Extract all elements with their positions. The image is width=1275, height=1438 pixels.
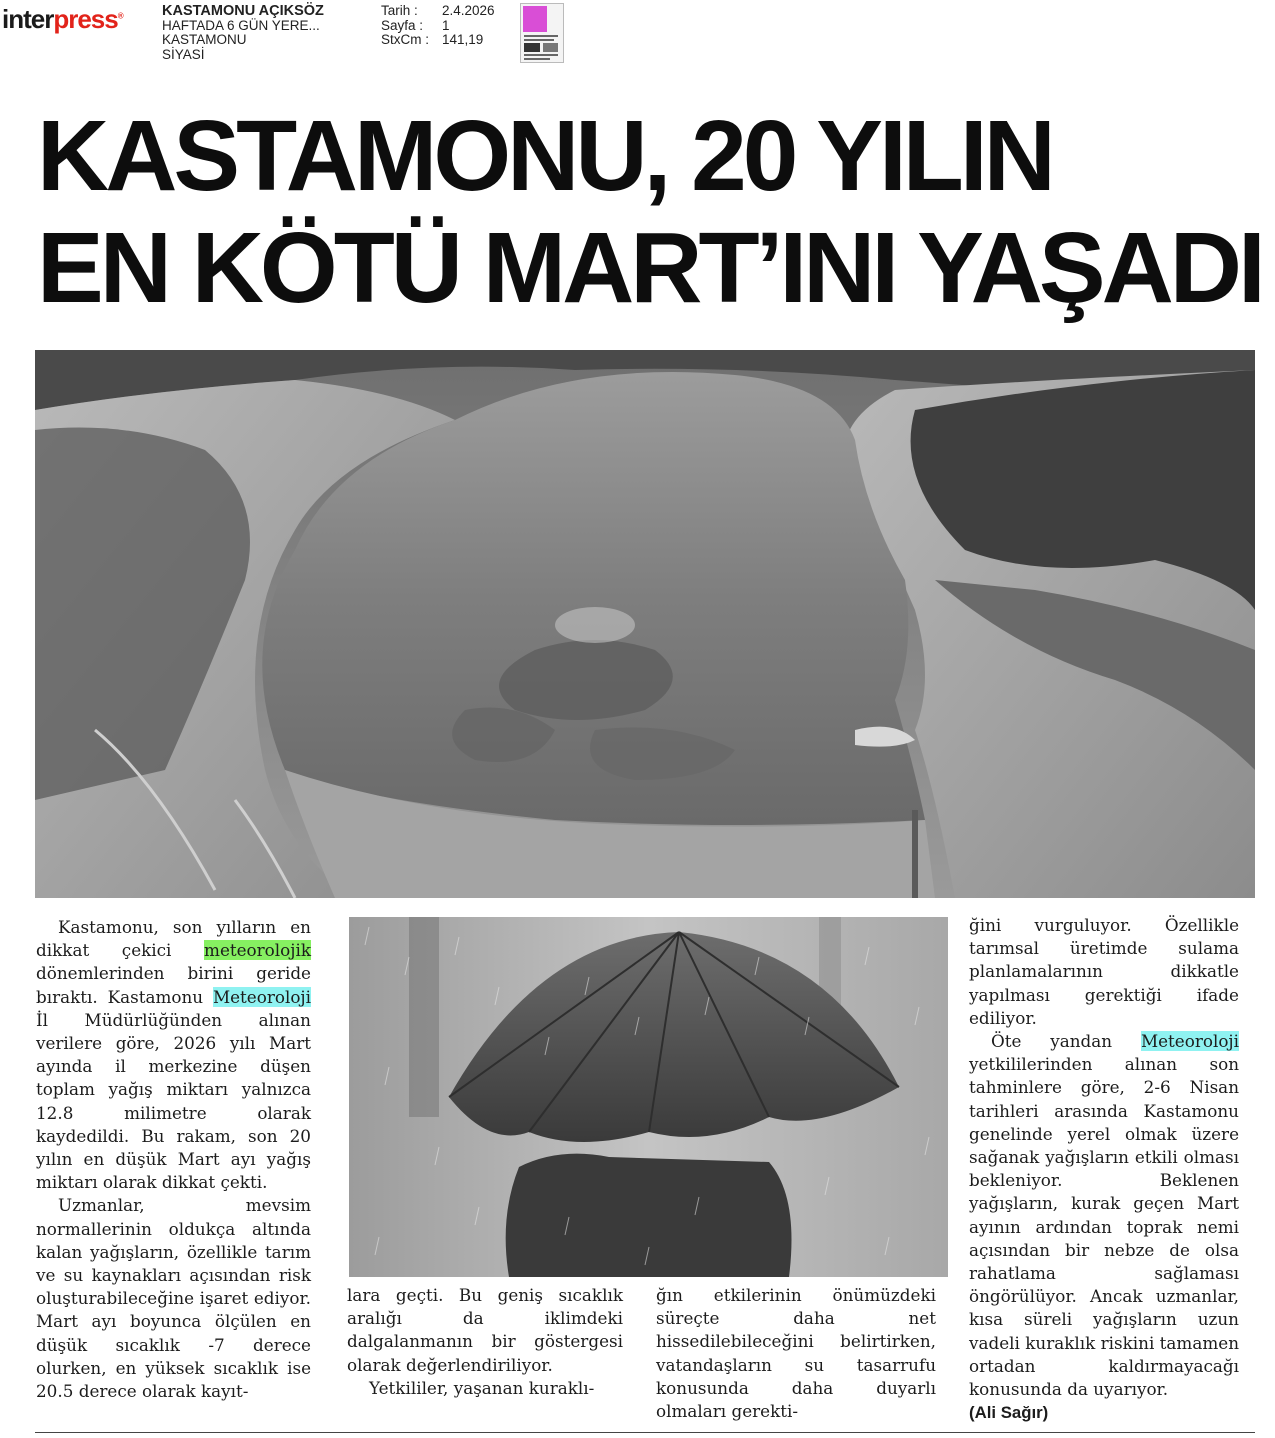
article-column-4 [969, 914, 1239, 1424]
dam-lake-photo [35, 350, 1255, 898]
publication-section: SİYASİ [162, 46, 205, 62]
text-segment: İl Müdürlüğünden alınan verilere göre, 2026 yılı Mart ayında il merkezine düşen toplam yağış miktarı yalnızca 12.8 milimetre olarak kaydedildi. Bu rakam, son 20 yılın en düşük Mart ayı yağış miktarı olarak dikkat çekti. [36, 1009, 311, 1193]
headline-line-1: KASTAMONU, 20 YILIN [37, 100, 1052, 212]
paragraph-3-middle: ğın etkilerinin önümüzdeki süreçte daha net hissedilebileceğini belirtirken, vatandaşların su tasarrufu konusunda daha duyarlı olmaları gerekti- [656, 1285, 936, 1422]
bottom-divider [35, 1432, 1255, 1433]
interpress-logo [2, 4, 123, 35]
page-thumbnail[interactable] [520, 3, 564, 63]
highlight-meteoroloji: Meteoroloji [212, 986, 311, 1007]
text-segment: dönemlerinden birini geride bıraktı. Kastamonu [36, 963, 311, 1007]
highlight-meteorolojik: meteorolojik [204, 940, 311, 961]
headline [37, 100, 1262, 324]
article-column-2 [347, 1284, 623, 1400]
registered-mark: ® [117, 11, 123, 21]
paragraph-4 [969, 1030, 1239, 1401]
paragraph-2-end: lara geçti. Bu geniş sıcaklık aralığı da iklimdeki dalgalanmanın bir göstergesi olarak değerlendiriliyor. [347, 1285, 623, 1375]
paragraph-3-end: ğini vurguluyor. Özellikle tarımsal üretimde sulama planlamalarının dikkatle yapılması gerektiği ifade ediliyor. [969, 915, 1239, 1028]
text-segment: Kastamonu, son yılların en dikkat çekici [36, 917, 311, 961]
date-value: 2.4.2026 [442, 3, 495, 18]
clip-meta [381, 4, 495, 48]
paragraph-1 [36, 916, 311, 1194]
text-segment: yetkililerinden alınan son tahminlere göre, 2-6 Nisan tarihleri arasında Kastamonu genelinde yerel olmak üzere sağanak yağışların etkili olması bekleniyor. Beklenen yağışların, kurak geçen Mart ayının ardından toprak nemi açısından bir nebze de olsa rahatlama sağlaması öngörülüyor. Ancak uzmanlar, kısa süreli yağışların uzun vadeli kuraklık riskini tamamen ortadan kaldırmayacağı konusunda da uyarıyor. [969, 1054, 1239, 1400]
headline-line-2: EN KÖTÜ MART’INI YAŞADI [37, 212, 1262, 324]
highlight-meteoroloji: Meteoroloji [1140, 1031, 1239, 1052]
date-row [381, 4, 495, 19]
publication-frequency: HAFTADA 6 GÜN YERE... [162, 17, 320, 33]
date-label: Tarih : [381, 3, 418, 18]
umbrella-rain-photo [349, 917, 948, 1277]
paragraph-2-start: Uzmanlar, mevsim normallerinin oldukça altında kalan yağışların, özellikle tarım ve su kaynakları açısından risk oluşturabileceğine işaret ediyor. Mart ayı boyunca ölçülen en düşük sıcaklık -7 derece olurken, en yüksek sıcaklık ise 20.5 derece olarak kayıt- [36, 1195, 311, 1402]
page-value: 1 [442, 17, 450, 33]
page-row [381, 19, 495, 34]
size-row [381, 33, 495, 48]
logo-text: interpress [2, 4, 118, 34]
article-column-3 [656, 1284, 936, 1423]
publication-name: KASTAMONU AÇIKSÖZ [162, 3, 324, 19]
source-info [162, 4, 324, 62]
size-label: StxCm : [381, 32, 430, 47]
text-segment: Öte yandan [991, 1031, 1141, 1052]
page-label: Sayfa : [381, 17, 424, 33]
byline: (Ali Sağır) [969, 1403, 1049, 1423]
size-value: 141,19 [442, 32, 484, 47]
publication-city: KASTAMONU [162, 32, 247, 47]
paragraph-3-start: Yetkililer, yaşanan kuraklı- [369, 1377, 595, 1398]
article-column-1 [36, 916, 311, 1403]
